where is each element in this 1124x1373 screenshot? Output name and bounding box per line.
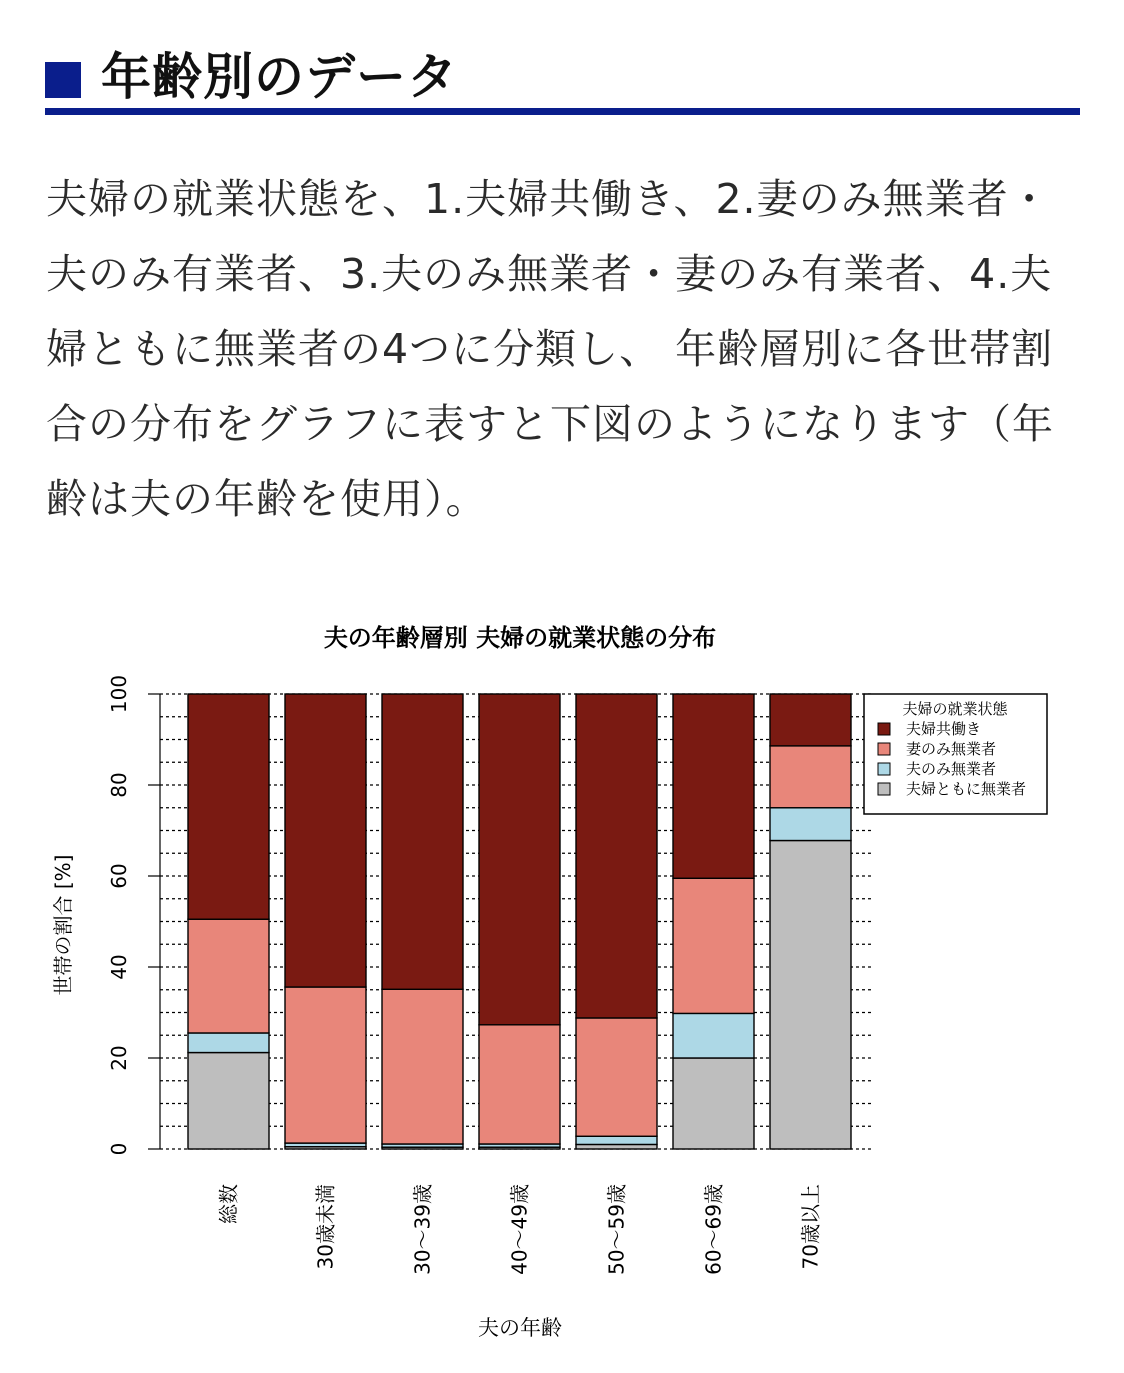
x-tick-label: 70歳以上 (798, 1184, 823, 1270)
legend-swatch (878, 763, 890, 775)
legend-label: 夫のみ無業者 (906, 760, 997, 778)
bar-segment (576, 694, 657, 1018)
bar-segment (188, 919, 269, 1033)
legend-title: 夫婦の就業状態 (902, 700, 1008, 718)
bar-segment (576, 1136, 657, 1144)
legend-swatch (878, 783, 890, 795)
bar-segment (770, 808, 851, 841)
legend-swatch (878, 723, 890, 735)
y-axis (107, 675, 160, 1155)
bar-segment (479, 1025, 560, 1144)
section-title: 年齢別のデータ (101, 48, 458, 106)
y-tick-label: 60 (107, 863, 131, 889)
bar-segment (285, 694, 366, 987)
y-tick-label: 20 (107, 1045, 131, 1071)
chart-container (0, 600, 1124, 1373)
x-tick-label: 総数 (216, 1184, 241, 1224)
bar-segment (673, 1013, 754, 1058)
y-tick-label: 40 (107, 954, 131, 980)
bar-segment (673, 694, 754, 878)
legend-label: 夫婦ともに無業者 (906, 780, 1027, 798)
x-tick-label: 60～69歳 (701, 1184, 726, 1275)
x-axis-title: 夫の年齢 (478, 1316, 562, 1340)
legend-swatch (878, 743, 890, 755)
bar-segment (382, 989, 463, 1144)
bar-segment (770, 694, 851, 746)
bar-segment (770, 841, 851, 1149)
chart-legend (864, 694, 1047, 814)
y-tick-label: 80 (107, 772, 131, 798)
bars (188, 694, 851, 1149)
x-tick-label: 40～49歳 (507, 1184, 532, 1275)
heading-underline (45, 108, 1080, 115)
bar-segment (673, 1058, 754, 1149)
bar-segment (188, 1053, 269, 1149)
section-heading (45, 40, 1080, 116)
legend-label: 妻のみ無業者 (906, 740, 997, 758)
y-tick-label: 0 (107, 1142, 131, 1156)
stacked-bar-chart (0, 600, 1124, 1369)
bar-segment (188, 1033, 269, 1053)
bar-segment (576, 1018, 657, 1136)
bar-segment (770, 746, 851, 808)
bar-segment (479, 694, 560, 1025)
intro-paragraph: 夫婦の就業状態を、1.夫婦共働き、2.妻のみ無業者・夫のみ有業者、3.夫のみ無業者・妻のみ有業者、4.夫婦ともに無業者の4つに分類し、 年齢層別に各世帯割合の分布をグラフに表すと下図のようになります（年齢は夫の年齢を使用）。 (46, 175, 1054, 523)
heading-square-icon (45, 62, 81, 98)
y-axis-title: 世帯の割合 [%] (51, 854, 75, 996)
bar-segment (382, 694, 463, 989)
legend-label: 夫婦共働き (906, 720, 982, 738)
bar-segment (673, 878, 754, 1013)
x-tick-label: 50～59歳 (604, 1184, 629, 1275)
x-tick-label: 30～39歳 (410, 1184, 435, 1275)
x-tick-label: 30歳未満 (313, 1184, 338, 1270)
chart-title: 夫の年齢層別 夫婦の就業状態の分布 (323, 624, 717, 652)
x-axis-labels (217, 1184, 823, 1275)
y-tick-label: 100 (107, 674, 131, 714)
bar-segment (285, 987, 366, 1143)
bar-segment (188, 694, 269, 919)
